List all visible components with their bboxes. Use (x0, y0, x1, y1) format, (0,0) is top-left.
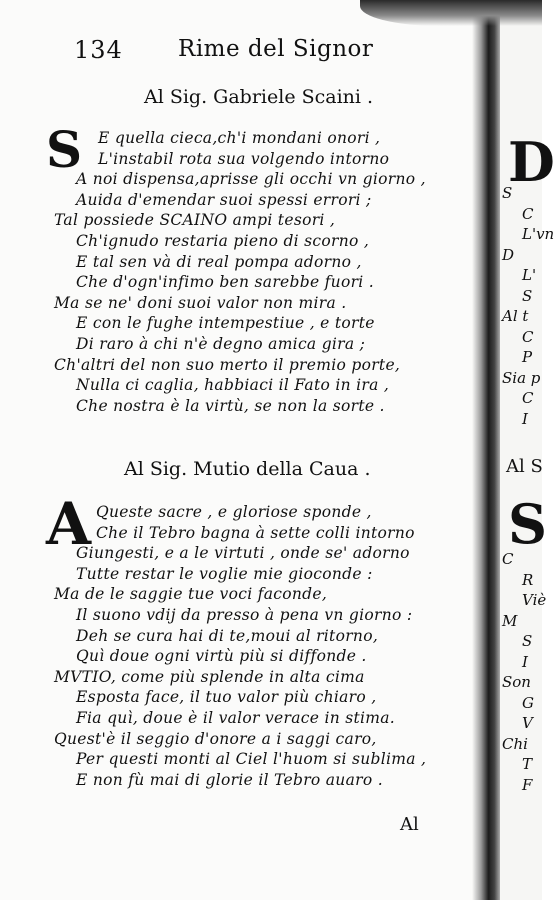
facing-line-fragment: Al t (502, 307, 529, 325)
facing-line-fragment: L'vn (522, 225, 555, 243)
poem-title: Al Sig. Mutio della Caua . (124, 458, 371, 480)
verse-line: Quest'è il seggio d'onore a i saggi caro, (54, 729, 377, 748)
verse-line: Deh se cura hai di te,moui al ritorno, (76, 626, 379, 645)
verse-line: Che d'ogn'infimo ben sarebbe fuori . (76, 273, 375, 292)
running-title: Rime del Signor (178, 36, 374, 62)
facing-line-fragment: V (522, 714, 533, 732)
verse-line: Tutte restar le voglie mie gioconde : (76, 564, 373, 583)
verse-line: Tal possiede SCAINO ampi tesori , (54, 211, 336, 230)
verse-line: Ma se ne' doni suoi valor non mira . (54, 293, 347, 312)
verse-line: Ch'altri del non suo merto il premio porte, (54, 355, 401, 374)
facing-line-fragment: C (502, 550, 514, 568)
verse-line: Nulla ci caglia, habbiaci il Fato in ira , (76, 376, 390, 395)
facing-initial-1: D (508, 130, 555, 194)
facing-line-fragment: R (522, 570, 534, 589)
facing-line-fragment: T (522, 755, 533, 773)
facing-line-fragment: M (502, 611, 518, 630)
page-header (74, 36, 424, 72)
verse-line: MVTIO, come più splende in alta cima (54, 667, 365, 686)
catchword: Al (400, 814, 419, 835)
facing-line-fragment: I (522, 409, 528, 428)
facing-line-fragment: C (522, 327, 534, 346)
verse-line: Per questi monti al Ciel l'huom si sublima , (76, 750, 427, 769)
verse-line: E con le fughe intempestiue , e torte (76, 314, 375, 333)
drop-capital: A (46, 490, 92, 558)
verse-line: E tal sen và di real pompa adorno , (76, 252, 362, 271)
poem-body (54, 128, 454, 416)
facing-line-fragment: P (522, 348, 533, 366)
facing-line-fragment: I (522, 652, 528, 671)
facing-line-fragment: Son (502, 673, 531, 691)
facing-initial-2: S (508, 492, 547, 556)
facing-line-fragment: G (522, 693, 534, 712)
verse-line: Giungesti, e a le virtuti , onde se' adorno (76, 544, 410, 563)
facing-heading: Al S (506, 456, 543, 477)
facing-line-fragment: L' (522, 266, 537, 284)
book-gutter (472, 0, 502, 900)
verse-line: E non fù mai di glorie il Tebro auaro . (76, 770, 383, 789)
facing-line-fragment: D (502, 245, 515, 264)
verse-line: E quella cieca,ch'i mondani onori , (98, 129, 381, 147)
facing-line-fragment: C (522, 389, 534, 407)
poem-title: Al Sig. Gabriele Scaini . (144, 86, 374, 108)
facing-page (500, 0, 555, 900)
verse-line: Che il Tebro bagna à sette colli intorno (96, 523, 415, 542)
verse-line: Quì doue ogni virtù più si diffonde . (76, 647, 367, 666)
facing-line-fragment: Viè (522, 591, 547, 609)
verse-line: Queste sacre , e gloriose sponde , (96, 503, 372, 521)
facing-line-fragment: C (522, 204, 534, 223)
verse-line: Il suono vdij da presso à pena vn giorno : (76, 605, 413, 624)
verse-line: Ma de le saggie tue voci faconde, (54, 585, 328, 604)
poem-body (54, 502, 454, 790)
verse-line: Fia quì, doue è il valor verace in stima. (76, 708, 396, 727)
facing-line-fragment: Sia p (502, 368, 541, 387)
facing-line-fragment: S (522, 632, 533, 650)
facing-line-fragment: F (522, 775, 533, 794)
verse-line: Di raro à chi n'è degno amica gira ; (76, 334, 366, 353)
verse-line: Esposta face, il tuo valor più chiaro , (76, 688, 377, 707)
facing-line-fragment: S (502, 184, 513, 202)
drop-capital: S (46, 120, 83, 179)
facing-line-fragment: Chi (502, 734, 528, 753)
page-number: 134 (74, 36, 123, 64)
facing-line-fragment: S (522, 286, 533, 305)
verse-line: Auida d'emendar suoi spessi errori ; (76, 190, 372, 209)
verse-line: A noi dispensa,aprisse gli occhi vn giorno , (76, 170, 426, 189)
verse-line: L'instabil rota sua volgendo intorno (98, 149, 390, 168)
verse-line: Che nostra è la virtù, se non la sorte . (76, 396, 385, 415)
verse-line: Ch'ignudo restaria pieno di scorno , (76, 231, 370, 250)
